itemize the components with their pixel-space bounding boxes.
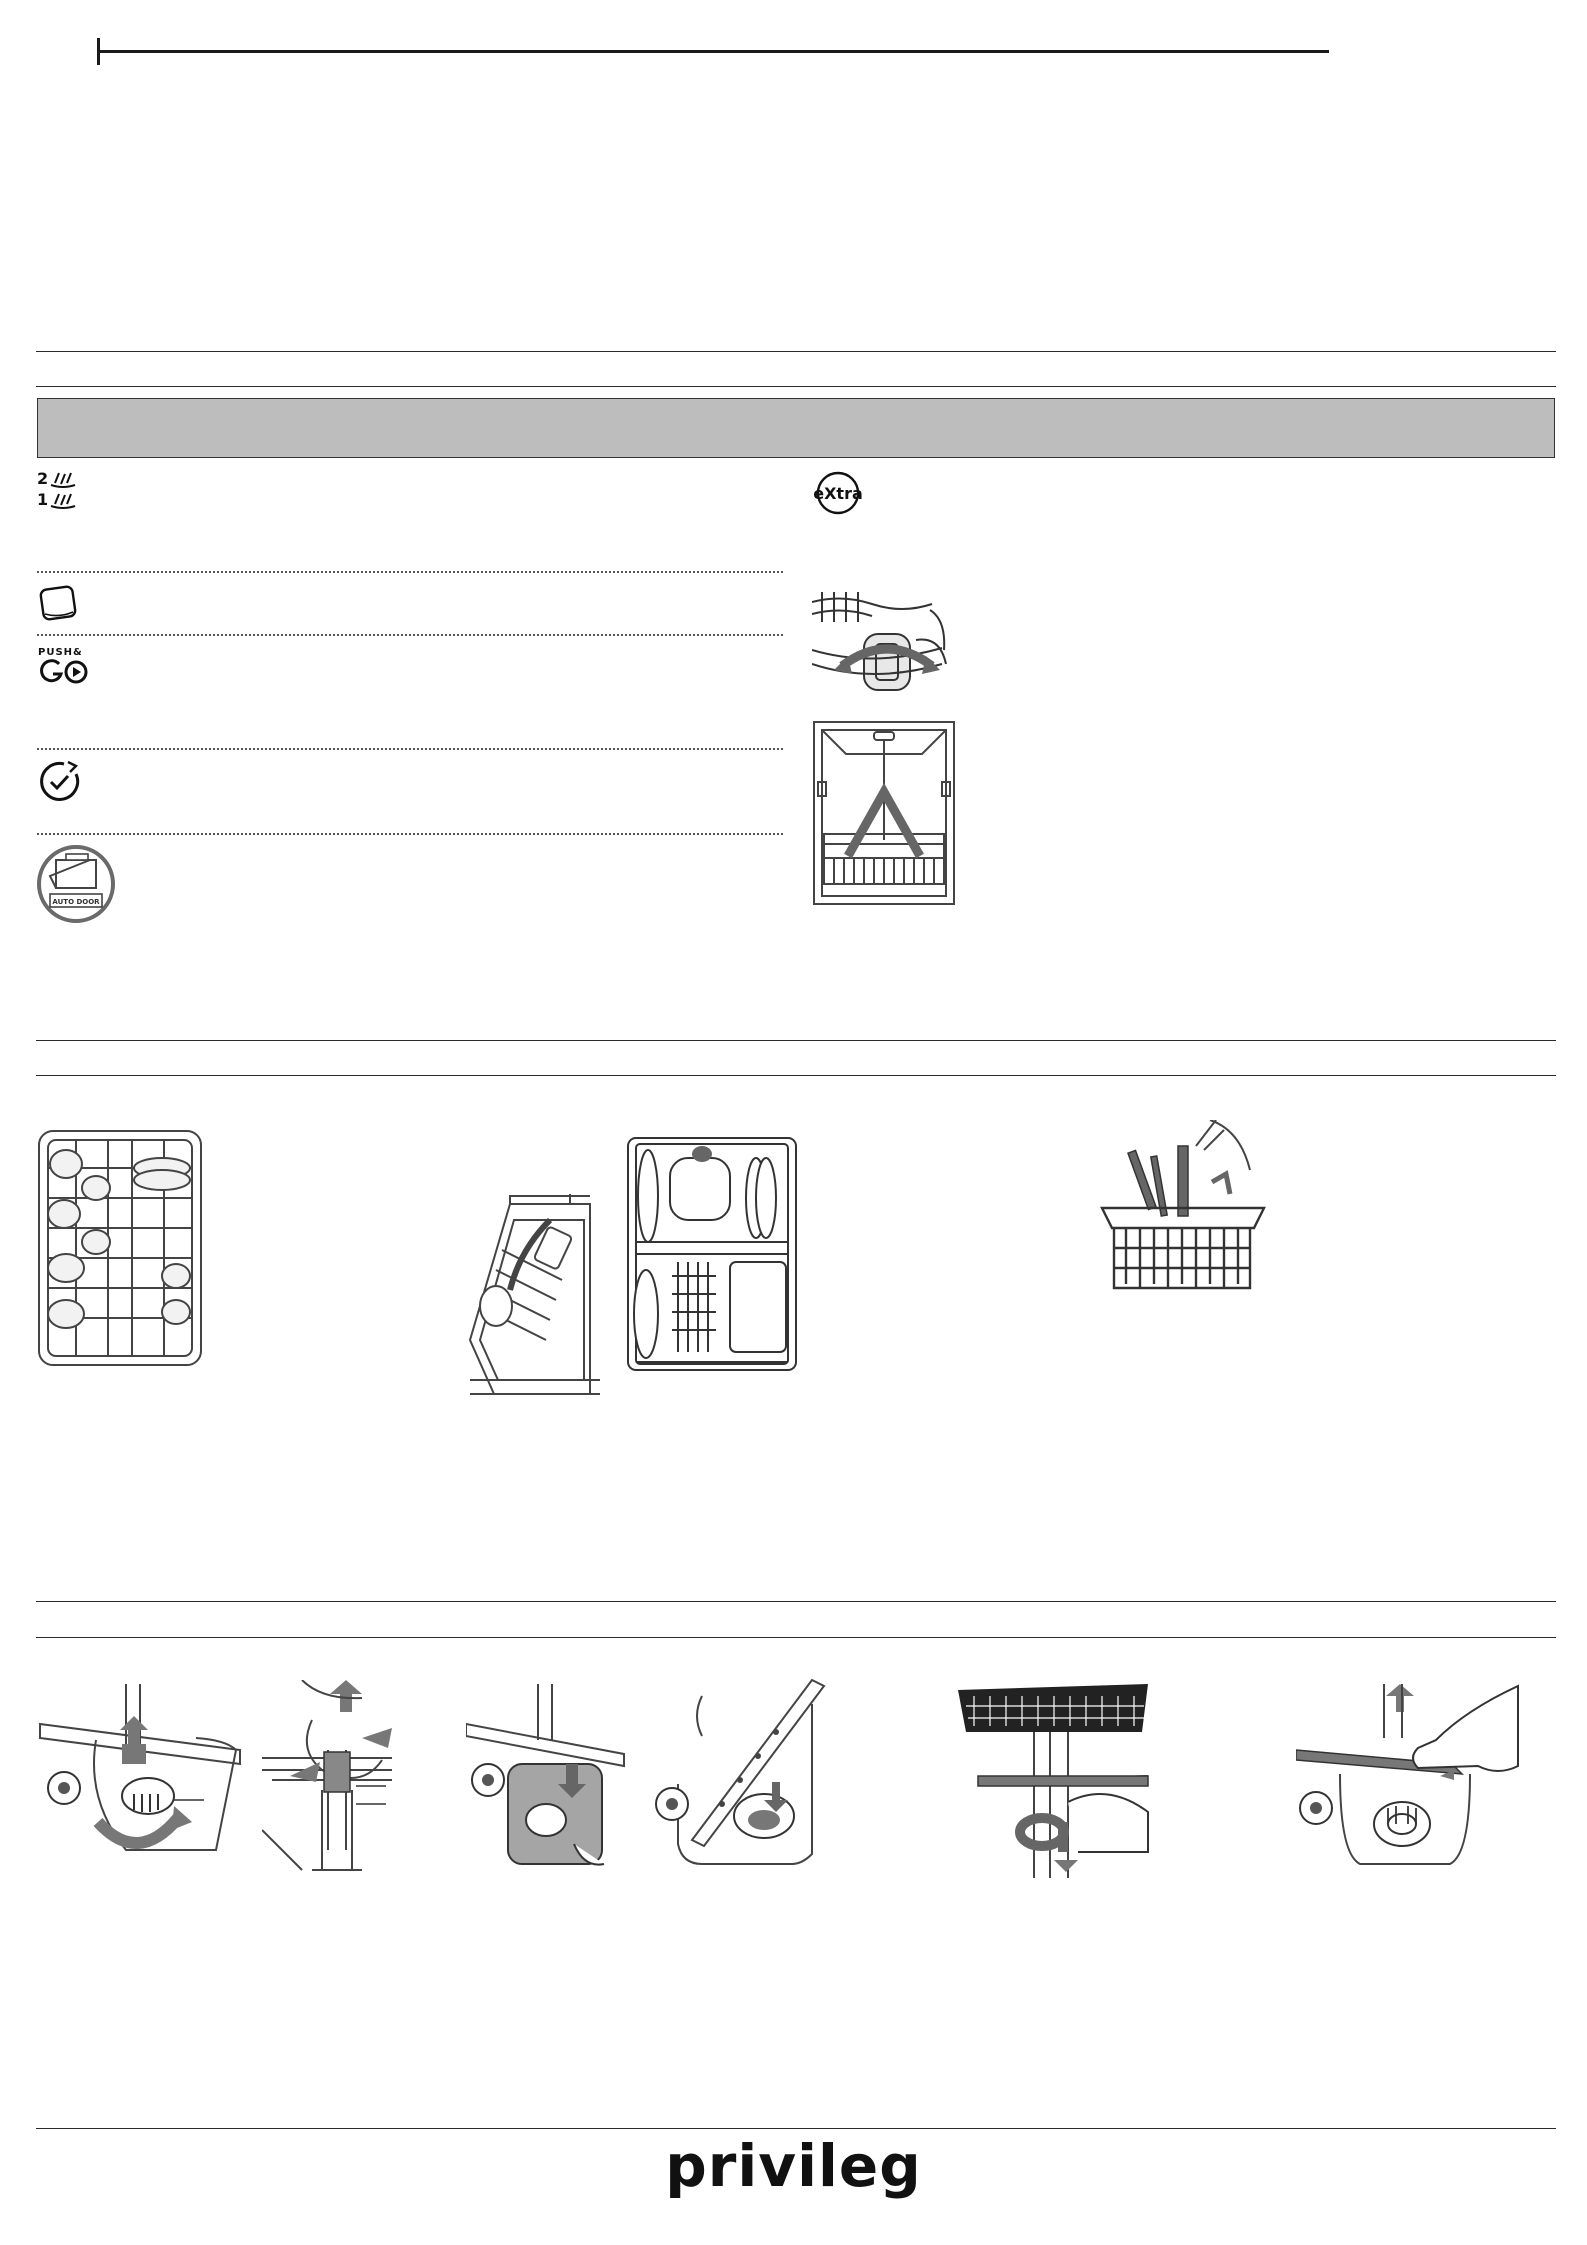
- rack-adjuster-illustration: [812, 590, 952, 708]
- tablet-count-icon: [37, 468, 87, 510]
- tablet-icon: [38, 584, 80, 622]
- header-rule-tick: [97, 38, 100, 65]
- dishwasher-interior-illustration: [812, 720, 956, 906]
- rack-with-plates-illustration: [460, 1190, 600, 1404]
- brand-logo: privileg: [665, 2132, 922, 2200]
- section-rule: [36, 351, 1556, 352]
- tablet-count-1-text: 1: [37, 490, 49, 509]
- upper-spray-arm-removal-illustration: [958, 1682, 1170, 1878]
- filter-removal-step2-illustration: [262, 1680, 412, 1876]
- separator: [37, 571, 783, 573]
- push-label: PUSH&: [38, 647, 83, 658]
- loaded-dishwasher-illustration: [626, 1136, 798, 1372]
- separator: [37, 748, 783, 750]
- separator: [37, 634, 783, 636]
- filter-removal-step3-illustration: [466, 1684, 626, 1874]
- lower-rack-topview-illustration: [36, 1128, 204, 1368]
- filter-removal-step1-illustration: [36, 1684, 242, 1872]
- options-header-band: [37, 398, 1555, 458]
- section-rule: [36, 1601, 1556, 1602]
- footer-rule: [36, 2128, 1556, 2129]
- filter-reinstall-illustration: [652, 1676, 832, 1872]
- separator: [37, 833, 783, 835]
- extra-icon: [810, 470, 866, 516]
- extra-label: eXtra: [813, 484, 863, 503]
- section-rule: [36, 386, 1556, 387]
- header-rule: [97, 50, 1329, 53]
- push-and-go-icon: [37, 644, 93, 686]
- section-rule: [36, 1040, 1556, 1041]
- auto-door-label: AUTO DOOR: [52, 898, 100, 906]
- cutlery-basket-illustration: [1100, 1120, 1266, 1296]
- tablet-count-2-text: 2: [37, 469, 49, 488]
- section-rule: [36, 1637, 1556, 1638]
- timer-icon: [36, 758, 84, 806]
- lower-spray-arm-removal-illustration: [1296, 1684, 1526, 1870]
- auto-door-icon: [36, 844, 116, 924]
- section-rule: [36, 1075, 1556, 1076]
